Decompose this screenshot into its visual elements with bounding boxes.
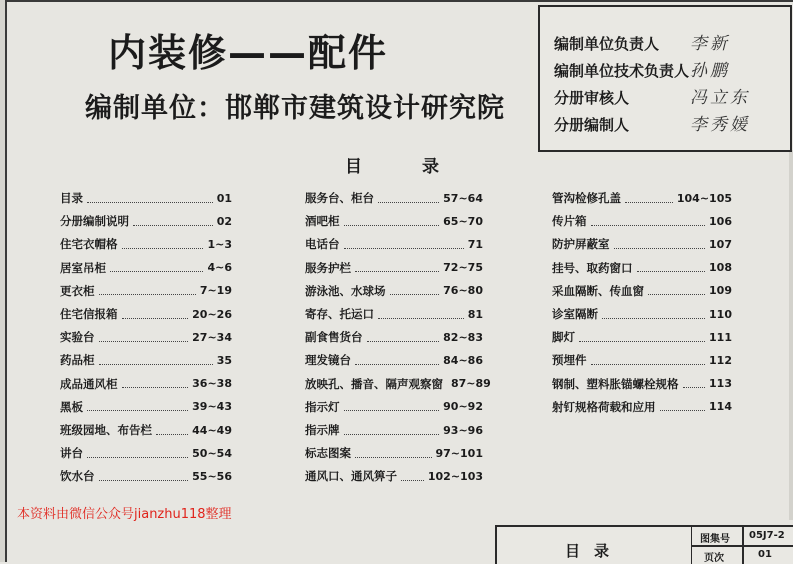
toc-entry-pages: 55~56 [192, 469, 232, 483]
toc-entry-label: 挂号、取药窗口 [552, 260, 633, 275]
page-edge-shadow [789, 150, 793, 520]
toc-entry-pages: 113 [709, 377, 732, 391]
toc-entry-label: 游泳池、水球场 [305, 283, 386, 298]
toc-entry-label: 饮水台 [60, 469, 95, 484]
toc-entry-label: 诊室隔断 [552, 307, 598, 321]
dot-leader [355, 356, 439, 365]
toc-entry [305, 443, 483, 463]
toc-entry [60, 374, 232, 394]
toc-entry [305, 188, 483, 208]
divider [742, 527, 744, 564]
toc-entry [60, 443, 232, 463]
dot-leader [122, 379, 189, 388]
toc-entry-label: 成品通风柜 [60, 376, 118, 391]
dot-leader [660, 402, 706, 411]
dot-leader [378, 194, 439, 203]
dot-leader [344, 426, 440, 435]
toc-entry-pages: 50~54 [192, 446, 232, 460]
toc-entry [60, 211, 232, 231]
toc-entry [60, 350, 232, 370]
dot-leader [87, 449, 188, 458]
info-cells [691, 527, 793, 564]
toc-entry-label: 副食售货台 [305, 330, 363, 345]
atlas-label: 图集号 [700, 534, 730, 545]
dot-leader [99, 333, 189, 342]
toc-entry [60, 258, 232, 278]
dot-leader [122, 240, 204, 249]
toc-entry-pages: 108 [709, 261, 732, 275]
toc-entry-pages: 102~103 [427, 469, 483, 483]
toc-entry-label: 放映孔、播音、隔声观察窗 [305, 376, 443, 391]
drawing-info-block [495, 525, 793, 564]
toc-entry [305, 258, 483, 278]
dot-leader [122, 310, 189, 319]
signature-name: 冯立东 [690, 88, 750, 108]
dot-leader [87, 402, 188, 411]
toc-entry-label: 通风口、通风箅子 [305, 469, 397, 484]
toc-entry-label: 住宅衣帽格 [60, 237, 118, 252]
toc-entry [60, 234, 232, 254]
signature-name: 孙鹏 [690, 61, 730, 81]
signature-role: 分册编制人 [554, 116, 630, 134]
toc-entry-label: 讲台 [60, 446, 83, 461]
toc-entry-label: 班级园地、布告栏 [60, 423, 152, 437]
toc-entry-pages: 112 [709, 353, 732, 367]
toc-entry-label: 酒吧柜 [305, 214, 340, 229]
page-title: 内装修——配件 [108, 31, 389, 75]
toc-entry [552, 188, 732, 208]
info-title: 目录 [565, 542, 624, 560]
dot-leader [591, 356, 706, 365]
signature-role: 分册审核人 [554, 89, 630, 107]
toc-entry-label: 服务台、柜台 [305, 191, 374, 205]
toc-entry [60, 304, 232, 324]
toc-entry-label: 服务护栏 [305, 260, 351, 275]
toc-entry [60, 327, 232, 347]
toc-heading: 目录 [345, 157, 499, 177]
toc-entry-label: 药品柜 [60, 353, 95, 368]
dot-leader [133, 217, 213, 226]
toc-entry [60, 466, 232, 486]
toc-entry-label: 管沟检修孔盖 [552, 191, 621, 205]
compiler-unit: 编制单位：邯郸市建筑设计研究院 [85, 93, 505, 124]
toc-entry [552, 281, 732, 301]
toc-entry [60, 420, 232, 440]
toc-entry [552, 234, 732, 254]
toc-entry-label: 寄存、托运口 [305, 307, 374, 321]
toc-entry [552, 211, 732, 231]
dot-leader [355, 449, 432, 458]
dot-leader [87, 194, 213, 203]
toc-entry-pages: 01 [216, 191, 232, 205]
toc-entry-label: 防护屏蔽室 [552, 237, 610, 252]
toc-entry [305, 397, 483, 417]
dot-leader [378, 310, 464, 319]
toc-entry-pages: 107 [709, 237, 732, 251]
toc-entry-label: 钢制、塑料胀锚螺栓规格 [552, 376, 679, 391]
toc-entry-pages: 114 [709, 400, 732, 414]
toc-entry-pages: 106 [709, 214, 732, 228]
toc-entry-pages: 97~101 [435, 446, 483, 460]
toc-entry-label: 标志图案 [305, 446, 351, 461]
signature-name: 李秀媛 [690, 115, 750, 135]
toc-entry [305, 304, 483, 324]
dot-leader [614, 240, 706, 249]
toc-entry-pages: 81 [467, 307, 483, 321]
toc-entry-label: 居室吊柜 [60, 260, 106, 275]
signature-name: 李新 [690, 34, 730, 54]
toc-entry-pages: 39~43 [192, 400, 232, 414]
toc-entry [60, 397, 232, 417]
signature-role: 编制单位负责人 [554, 35, 660, 53]
dot-leader [390, 286, 440, 295]
watermark-text: 本资料由微信公众号jianzhu118整理 [17, 507, 232, 522]
toc-entry-pages: 109 [709, 284, 732, 298]
toc-entry-label: 目录 [60, 191, 83, 205]
page-number: 01 [758, 549, 772, 560]
atlas-number: 05J7-2 [749, 530, 785, 541]
dot-leader [367, 333, 440, 342]
toc-entry-pages: 4~6 [207, 261, 232, 275]
toc-entry-label: 预埋件 [552, 353, 587, 368]
dot-leader [99, 356, 213, 365]
toc-entry-label: 分册编制说明 [60, 214, 129, 229]
dot-leader [156, 426, 188, 435]
toc-entry-pages: 02 [216, 214, 232, 228]
toc-entry [305, 374, 491, 394]
dot-leader [99, 472, 189, 481]
toc-entry-pages: 93~96 [443, 423, 483, 437]
toc-entry-label: 射钉规格荷载和应用 [552, 399, 656, 414]
toc-entry-pages: 36~38 [192, 377, 232, 391]
dot-leader [591, 217, 706, 226]
toc-entry-label: 电话台 [305, 237, 340, 252]
toc-entry-pages: 87~89 [451, 377, 491, 391]
toc-entry-pages: 20~26 [192, 307, 232, 321]
toc-entry [305, 420, 483, 440]
signature-panel [538, 5, 792, 152]
toc-entry-label: 实验台 [60, 330, 95, 345]
toc-entry-label: 脚灯 [552, 330, 575, 345]
dot-leader [110, 263, 203, 272]
toc-entry-label: 指示灯 [305, 399, 340, 414]
signature-role: 编制单位技术负责人 [554, 62, 690, 80]
toc-entry-pages: 84~86 [443, 353, 483, 367]
toc-entry [305, 327, 483, 347]
toc-entry-label: 采血隔断、传血窗 [552, 283, 644, 298]
dot-leader [683, 379, 706, 388]
title-block [0, 0, 545, 150]
toc-entry-pages: 82~83 [443, 330, 483, 344]
toc-entry-pages: 27~34 [192, 330, 232, 344]
dot-leader [401, 472, 424, 481]
toc-entry-pages: 111 [709, 330, 732, 344]
toc-entry-pages: 44~49 [192, 423, 232, 437]
toc-entry-label: 指示牌 [305, 423, 340, 437]
dot-leader [344, 217, 440, 226]
toc-entry [552, 258, 732, 278]
toc-entry-pages: 104~105 [676, 191, 732, 205]
toc-entry [60, 188, 232, 208]
dot-leader [625, 194, 673, 203]
toc-entry-pages: 35 [216, 353, 232, 367]
toc-entry [552, 397, 732, 417]
dot-leader [637, 263, 706, 272]
toc-entry-pages: 110 [709, 307, 732, 321]
toc-entry [552, 374, 732, 394]
dot-leader [99, 286, 196, 295]
toc-entry-pages: 71 [467, 237, 483, 251]
toc-entry-pages: 7~19 [199, 284, 232, 298]
toc-entry-pages: 57~64 [443, 191, 483, 205]
toc-entry [552, 350, 732, 370]
dot-leader [344, 240, 464, 249]
dot-leader [579, 333, 705, 342]
toc-entry-pages: 76~80 [443, 284, 483, 298]
toc-entry [305, 234, 483, 254]
toc-entry-label: 传片箱 [552, 214, 587, 229]
dot-leader [602, 310, 705, 319]
dot-leader [648, 286, 705, 295]
toc-entry [552, 304, 732, 324]
toc-entry-label: 更衣柜 [60, 283, 95, 298]
toc-entry-label: 住宅信报箱 [60, 307, 118, 321]
toc-entry-pages: 72~75 [443, 261, 483, 275]
toc-entry-pages: 65~70 [443, 214, 483, 228]
dot-leader [355, 263, 439, 272]
toc-entry-pages: 1~3 [207, 237, 232, 251]
toc-entry [305, 211, 483, 231]
dot-leader [344, 402, 440, 411]
toc-entry-pages: 90~92 [443, 400, 483, 414]
toc-entry [305, 466, 483, 486]
toc-entry-label: 黑板 [60, 399, 83, 414]
toc-entry-label: 理发镜台 [305, 353, 351, 368]
toc-entry [305, 281, 483, 301]
toc-entry [552, 327, 732, 347]
toc-entry [60, 281, 232, 301]
toc-entry [305, 350, 483, 370]
page-label: 页次 [704, 553, 724, 564]
